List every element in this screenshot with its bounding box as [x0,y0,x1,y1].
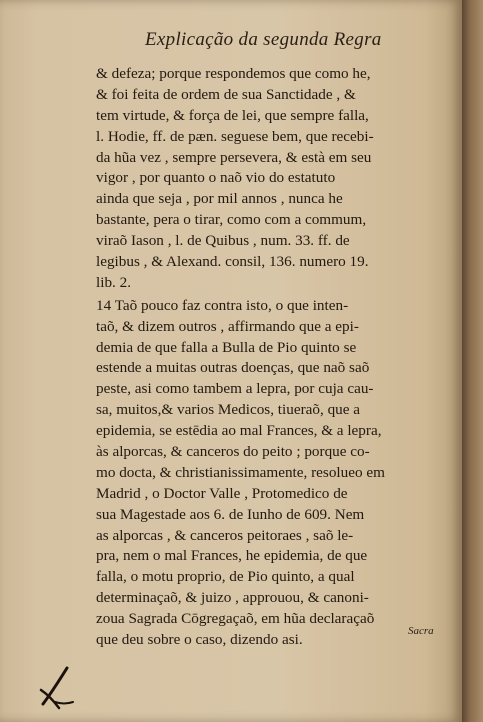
text-line: peste, asi como tambem a lepra, por cuja cau- [96,380,374,398]
text-line: às alporcas, & canceros do peito ; porque co- [96,443,370,461]
text-line: taõ, & dizem outros , affirmando que a epi- [96,317,359,335]
text-line: demia de que falla a Bulla de Pio quinto se [96,338,357,356]
adjacent-page-edge [462,0,483,722]
text-line: falla, o motu proprio, de Pio quinto, a qual [96,568,355,586]
text-line: lib. 2. [96,273,132,291]
text-line: determinaçaõ, & juizo , approuou, & canoni- [96,589,369,607]
text-line: ainda que seja , por mil annos , nunca he [96,190,343,208]
text-line: vigor , por quanto o naõ vio do estatuto [96,169,336,187]
text-line: l. Hodie, ff. de pæn. seguese bem, que recebi- [96,127,374,145]
text-line: legibus , & Alexand. consil, 136. numero 19. [96,253,369,271]
text-line: 14 Taõ pouco faz contra isto, o que inten- [96,296,349,314]
text-line: estende a muitas outras doenças, que naõ saõ [96,359,370,377]
text-line: sa, muitos,& varios Medicos, tiueraõ, que a [96,401,361,419]
text-line: sua Magestade aos 6. de Iunho de 609. Nem [96,505,365,523]
running-header: Explicação da segunda Regra [145,29,382,50]
text-line: que deu sobre o caso, dizendo asi. [96,631,303,649]
text-line: mo docta, & christianissimamente, resolueo em [96,463,385,481]
text-line: zoua Sagrada Cōgregaçaõ, em hũa declaraçaõ [96,610,375,628]
text-line: as alporcas , & canceros peitoraes , saõ le- [96,526,354,544]
text-line: da hũa vez , sempre persevera, & està em seu [96,148,372,166]
text-line: pra, nem o mal Frances, he epidemia, de que [96,547,368,565]
text-line: Madrid , o Doctor Valle , Protomedico de [96,484,348,502]
text-line: viraõ Iason , l. de Quibus , num. 33. ff. de [96,232,350,250]
page-body-text [96,64,444,651]
text-line: tem virtude, & força de lei, que sempre falla, [96,106,369,124]
text-line: & foi feita de ordem de sua Sanctidade , & [96,85,356,103]
handwritten-mark-icon [35,660,79,710]
text-line: epidemia, se estēdia ao mal Frances, & a lepra, [96,422,382,440]
catchword: Sacra [408,625,434,637]
text-line: bastante, pera o tirar, como com a commum, [96,211,367,229]
text-line: & defeza; porque respondemos que como he, [96,65,371,82]
